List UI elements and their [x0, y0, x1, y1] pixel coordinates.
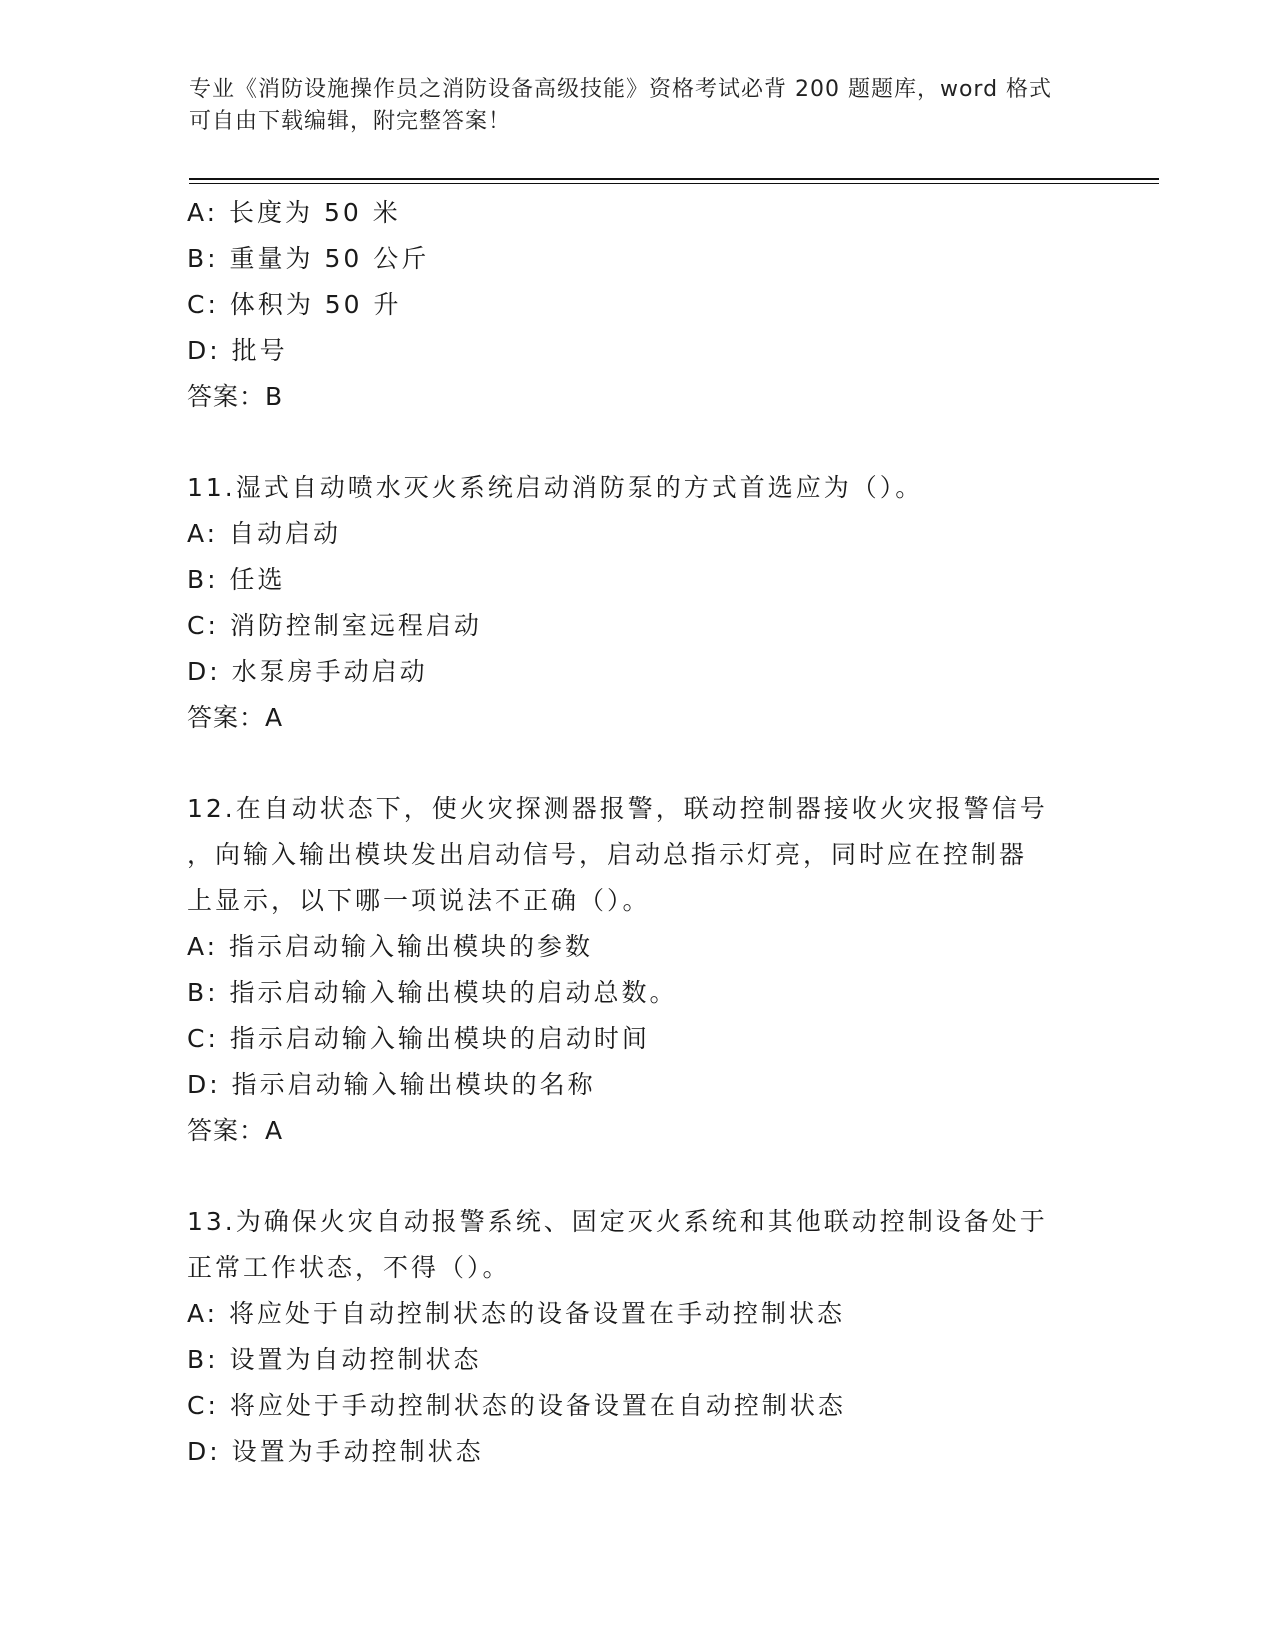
- question-stem-line-3: 上显示，以下哪一项说法不正确（）。: [187, 886, 651, 915]
- option-d: D: 批号: [187, 336, 288, 365]
- question-list: [187, 190, 1087, 1475]
- question-stem-line-1: 12.在自动状态下，使火灾探测器报警，联动控制器接收火灾报警信号: [187, 794, 1048, 823]
- option-c: C: 体积为 50 升: [187, 290, 402, 319]
- document-header: 专业《消防设施操作员之消防设备高级技能》资格考试必背 200 题题库，word 格式可自由下载编辑，附完整答案！: [189, 77, 1053, 134]
- question-stem-line-2: ，向输入输出模块发出启动信号，启动总指示灯亮，同时应在控制器: [187, 840, 1028, 869]
- option-b: B: 设置为自动控制状态: [187, 1345, 482, 1374]
- option-b: B: 重量为 50 公斤: [187, 244, 430, 273]
- option-d: D: 水泵房手动启动: [187, 657, 428, 686]
- question-11: [187, 465, 1087, 741]
- spacer: [187, 741, 1087, 786]
- question-12: [187, 786, 1087, 1154]
- spacer: [187, 420, 1087, 465]
- question-10: [187, 190, 1087, 420]
- option-c: C: 将应处于手动控制状态的设备设置在自动控制状态: [187, 1391, 846, 1420]
- option-b: B: 任选: [187, 565, 286, 594]
- option-a: A: 长度为 50 米: [187, 198, 401, 227]
- option-a: A: 自动启动: [187, 519, 342, 548]
- answer: 答案：B: [187, 382, 284, 411]
- option-d: D: 指示启动输入输出模块的名称: [187, 1070, 596, 1099]
- option-c: C: 指示启动输入输出模块的启动时间: [187, 1024, 650, 1053]
- option-c: C: 消防控制室远程启动: [187, 611, 482, 640]
- option-d: D: 设置为手动控制状态: [187, 1437, 484, 1466]
- header-rule-thin: [189, 183, 1159, 184]
- option-a: A: 将应处于自动控制状态的设备设置在手动控制状态: [187, 1299, 846, 1328]
- question-stem-line-1: 13.为确保火灾自动报警系统、固定灭火系统和其他联动控制设备处于: [187, 1207, 1048, 1236]
- spacer: [187, 1154, 1087, 1199]
- answer: 答案：A: [187, 1116, 284, 1145]
- question-stem: 11.湿式自动喷水灭火系统启动消防泵的方式首选应为（）。: [187, 473, 924, 502]
- header-rule-thick: [189, 178, 1159, 180]
- question-13: [187, 1199, 1087, 1475]
- answer: 答案：A: [187, 703, 284, 732]
- option-a: A: 指示启动输入输出模块的参数: [187, 932, 594, 961]
- question-stem-line-2: 正常工作状态，不得（）。: [187, 1253, 511, 1282]
- option-b: B: 指示启动输入输出模块的启动总数。: [187, 978, 678, 1007]
